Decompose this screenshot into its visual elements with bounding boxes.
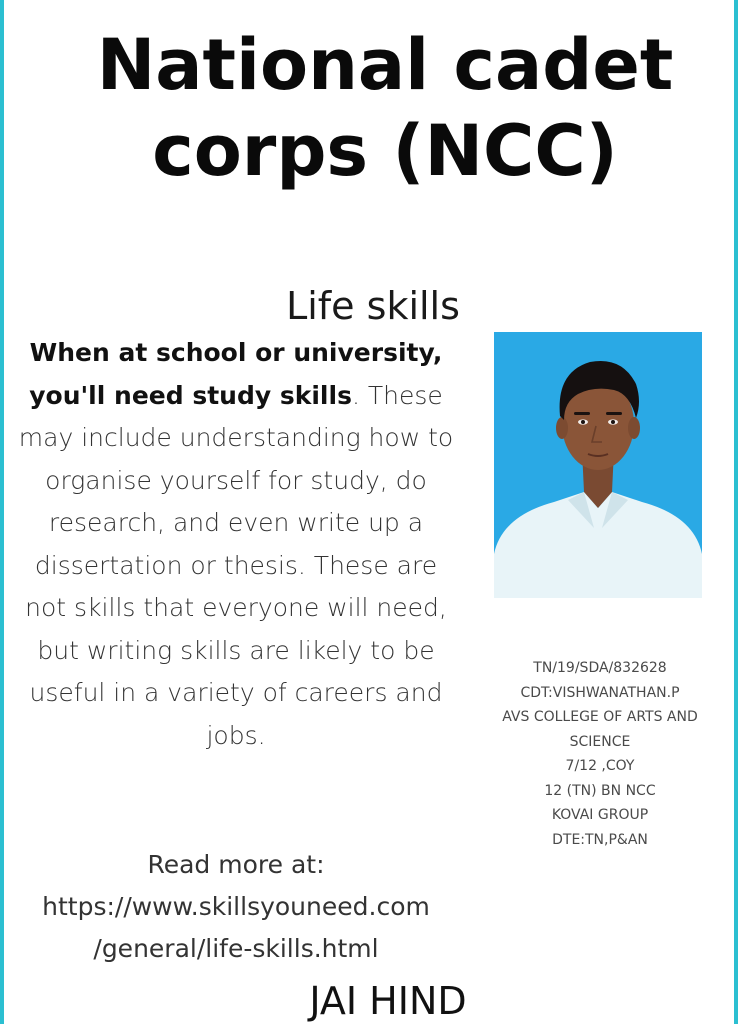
read-more-url-line-1[interactable]: https://www.skillsyouneed.com bbox=[42, 892, 430, 921]
cadet-id: TN/19/SDA/832628 bbox=[533, 660, 667, 676]
page-title bbox=[40, 22, 730, 194]
body-lead-text: When at school or university, you'll need study skills bbox=[29, 338, 443, 410]
body-rest-text: . These may include understanding how to organise yourself for study, do research, and even write up a dissertation or thesis. These are not skills that everyone will need, but writing skills are likely to be useful in a variety of careers and jobs. bbox=[18, 380, 454, 750]
subtitle: Life skills bbox=[286, 284, 460, 328]
cadet-name: CDT:VISHWANATHAN.P bbox=[520, 684, 680, 701]
body-paragraph bbox=[14, 332, 458, 757]
battalion: 12 (TN) BN NCC bbox=[544, 782, 656, 799]
company: 7/12 ,COY bbox=[565, 758, 635, 774]
title-line-2: corps (NCC) bbox=[152, 110, 618, 192]
left-border bbox=[0, 0, 4, 1024]
footer-slogan: JAI HIND bbox=[309, 979, 467, 1023]
title-line-1: National cadet bbox=[96, 24, 674, 106]
college-name-line-2: SCIENCE bbox=[569, 733, 631, 750]
college-name-line-1: AVS COLLEGE OF ARTS AND bbox=[502, 709, 698, 725]
right-border bbox=[734, 0, 738, 1024]
cadet-photo bbox=[494, 332, 702, 598]
read-more-url-line-2[interactable]: /general/life-skills.html bbox=[93, 934, 379, 963]
read-more-block bbox=[14, 844, 458, 970]
directorate: DTE:TN,P&AN bbox=[552, 831, 648, 848]
group: KOVAI GROUP bbox=[551, 807, 649, 823]
cadet-info bbox=[476, 656, 724, 852]
read-more-label: Read more at: bbox=[147, 850, 325, 879]
